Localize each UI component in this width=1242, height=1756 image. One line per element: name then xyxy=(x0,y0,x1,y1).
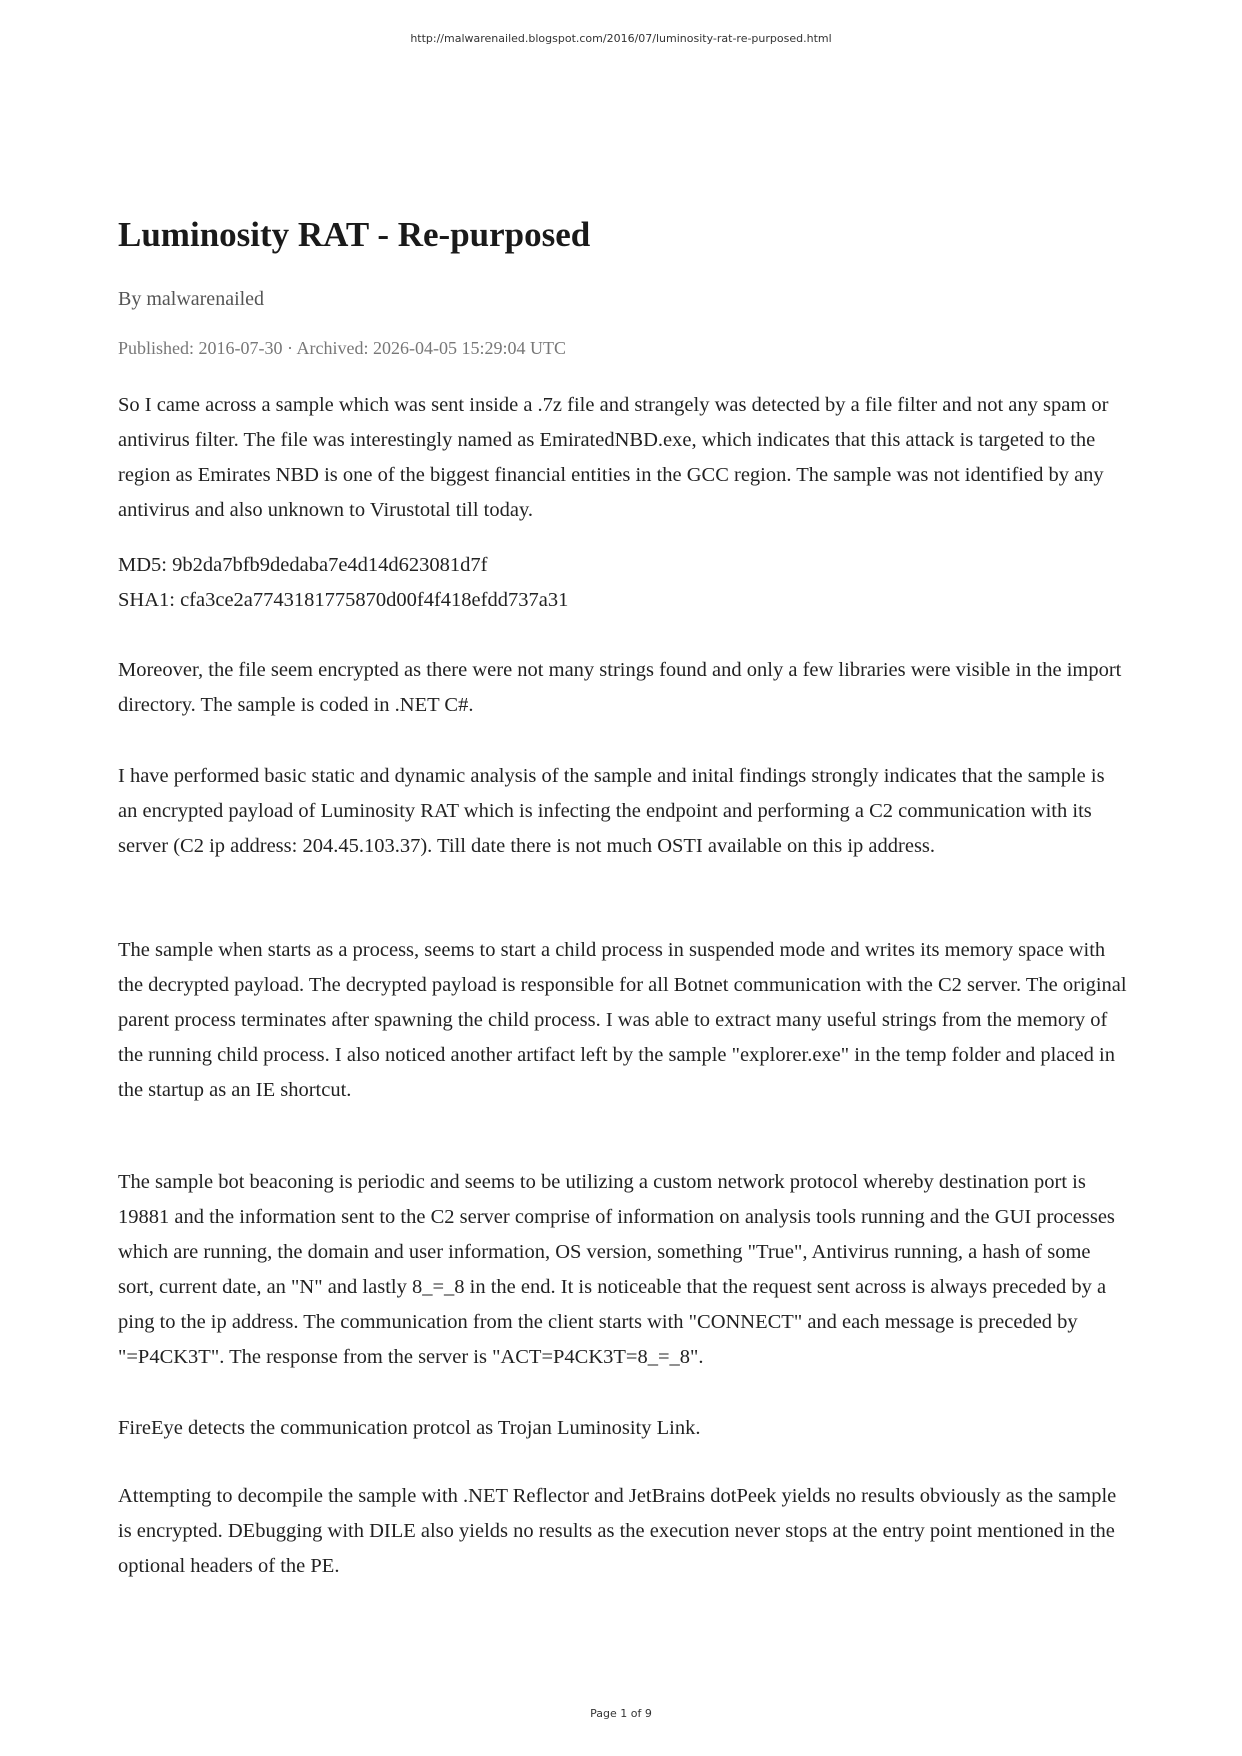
sha1-hash: SHA1: cfa3ce2a7743181775870d00f4f418efdd737a31 xyxy=(118,589,569,611)
page-number: Page 1 of 9 xyxy=(590,1707,652,1720)
paragraph-encryption: Moreover, the file seem encrypted as there were not many strings found and only a few libraries were visible in the import directory. The sample is coded in .NET C#. xyxy=(118,659,1122,716)
paragraph-intro: So I came across a sample which was sent inside a .7z file and strangely was detected by a file filter and not any spam or antivirus filter. The file was interestingly named as EmiratedNBD.exe, which indicates that this attack is targeted to the region as Emirates NBD is one of the biggest financial entities in the GCC region. The sample was not identified by any antivirus and also unknown to Virustotal till today. xyxy=(118,394,1109,521)
source-url: http://malwarenailed.blogspot.com/2016/07/luminosity-rat-re-purposed.html xyxy=(410,32,832,45)
md5-hash: MD5: 9b2da7bfb9dedaba7e4d14d623081d7f xyxy=(118,554,488,576)
published-date: Published: 2016-07-30 · Archived: 2026-04-05 15:29:04 UTC xyxy=(118,338,566,358)
paragraph-fireeye: FireEye detects the communication protcol as Trojan Luminosity Link. xyxy=(118,1417,701,1439)
paragraph-process: The sample when starts as a process, seems to start a child process in suspended mode and writes its memory space with the decrypted payload. The decrypted payload is responsible for all Botnet communication with the C2 server. The original parent process terminates after spawning the child process. I was able to extract many useful strings from the memory of the running child process. I also noticed another artifact left by the sample "explorer.exe" in the temp folder and placed in the startup as an IE shortcut. xyxy=(118,939,1127,1101)
paragraph-analysis: I have performed basic static and dynamic analysis of the sample and inital findings strongly indicates that the sample is an encrypted payload of Luminosity RAT which is infecting the endpoint and performing a C2 communication with its server (C2 ip address: 204.45.103.37). Till date there is not much OSTI available on this ip address. xyxy=(118,765,1105,857)
paragraph-beaconing: The sample bot beaconing is periodic and seems to be utilizing a custom network protocol whereby destination port is 19881 and the information sent to the C2 server comprise of information on analysis tools running and the GUI processes which are running, the domain and user information, OS version, something "True", Antivirus running, a hash of some sort, current date, an "N" and lastly 8_=_8 in the end. It is noticeable that the request sent across is always preceded by a ping to the ip address. The communication from the client starts with "CONNECT" and each message is preceded by "=P4CK3T". The response from the server is "ACT=P4CK3T=8_=_8". xyxy=(118,1171,1115,1368)
paragraph-decompile: Attempting to decompile the sample with .NET Reflector and JetBrains dotPeek yields no results obviously as the sample is encrypted. DEbugging with DILE also yields no results as the execution never stops at the entry point mentioned in the optional headers of the PE. xyxy=(118,1485,1117,1577)
byline: By malwarenailed xyxy=(118,288,265,310)
article-title: Luminosity RAT - Re-purposed xyxy=(118,215,591,254)
